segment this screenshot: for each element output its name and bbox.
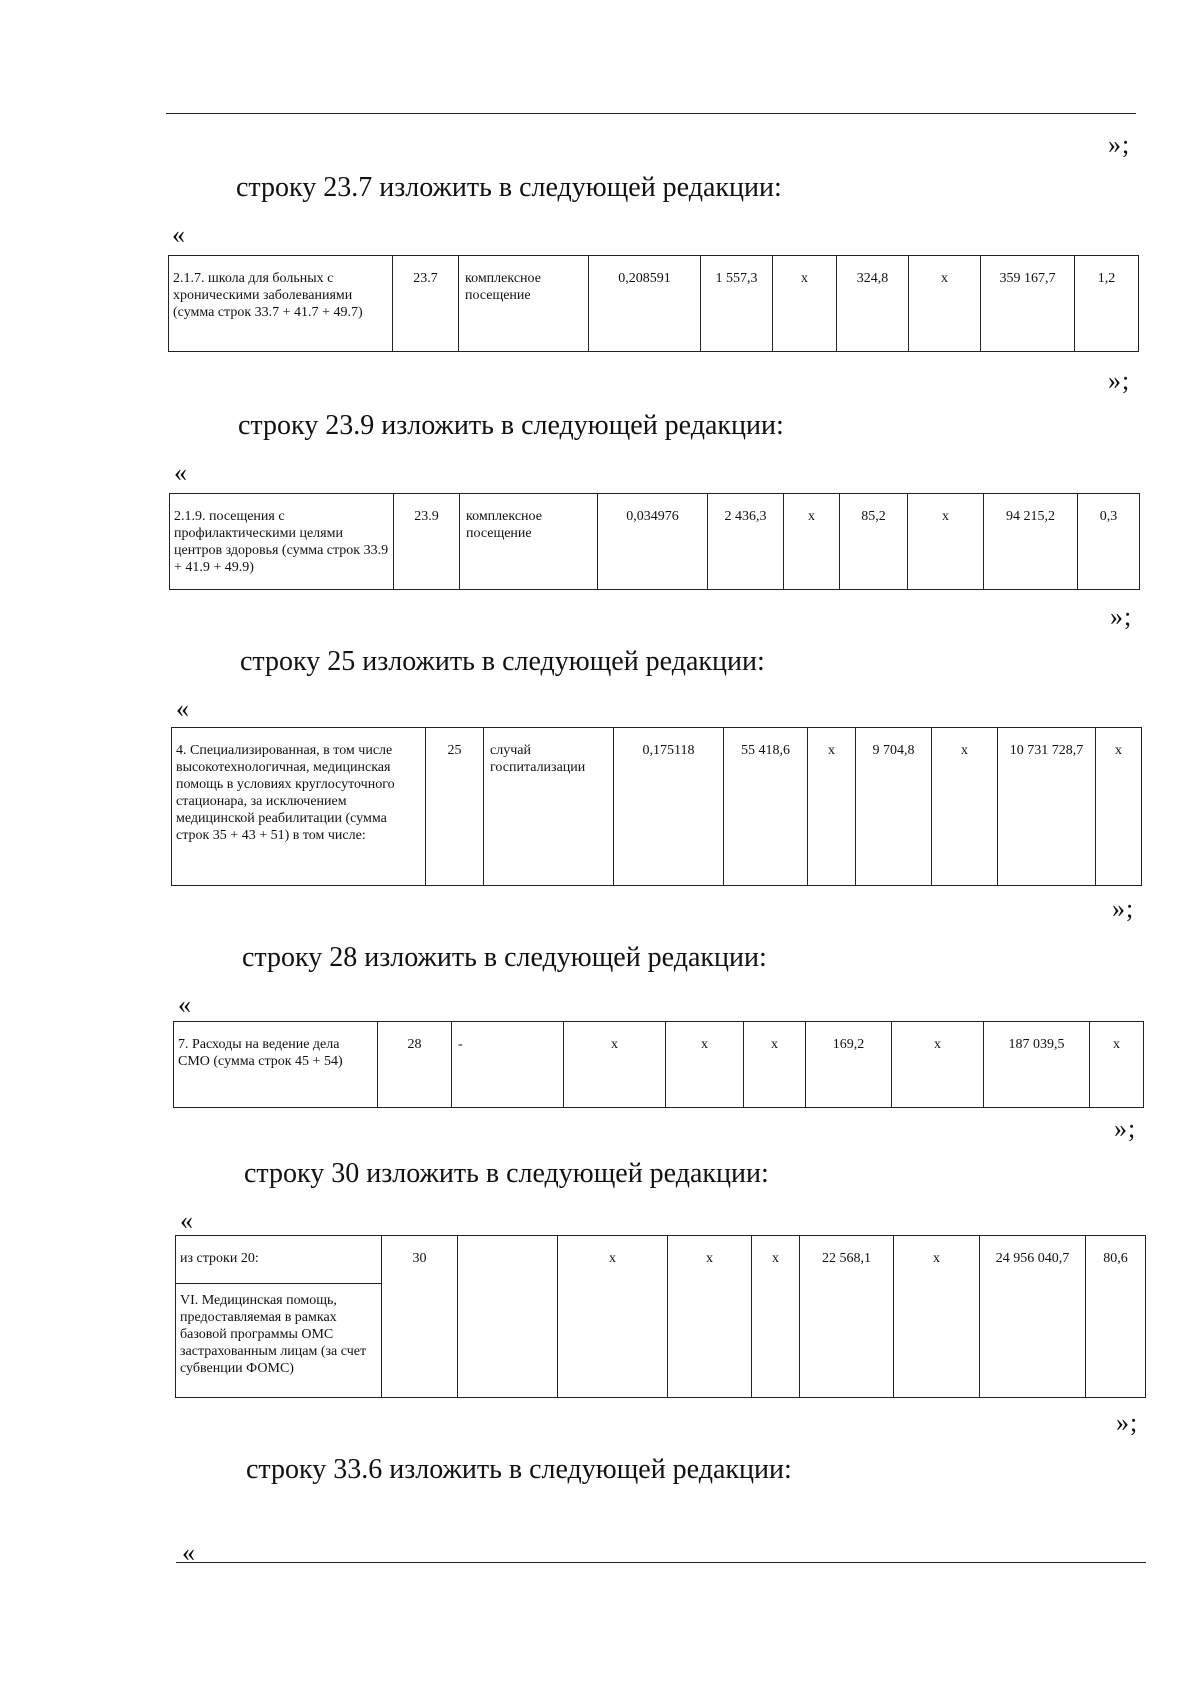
- section-heading-28: строку 28 изложить в следующей редакции:: [242, 942, 767, 973]
- value-cell: х: [808, 728, 856, 886]
- value-cell: х: [908, 494, 984, 590]
- value-cell: х: [1096, 728, 1142, 886]
- line-number: 23.7: [393, 256, 459, 352]
- line-number: 25: [426, 728, 484, 886]
- value-cell: 169,2: [806, 1022, 892, 1108]
- unit-cell: случай госпитализации: [484, 728, 614, 886]
- value-cell: 324,8: [837, 256, 909, 352]
- value-cell: х: [666, 1022, 744, 1108]
- value-cell: 1,2: [1075, 256, 1139, 352]
- section-heading-30: строку 30 изложить в следующей редакции:: [244, 1158, 769, 1189]
- closing-quote: »;: [1108, 130, 1131, 159]
- line-number: 28: [378, 1022, 452, 1108]
- value-cell: 0,208591: [589, 256, 701, 352]
- value-cell: 2 436,3: [708, 494, 784, 590]
- unit-cell: комплексное посещение: [460, 494, 598, 590]
- closing-quote: »;: [1114, 1114, 1137, 1143]
- table-row-30: [175, 1235, 1146, 1398]
- table-row-23-9: [169, 493, 1140, 590]
- value-cell: 1 557,3: [701, 256, 773, 352]
- unit-cell: [458, 1236, 558, 1398]
- top-rule: [166, 113, 1136, 114]
- row-description: 7. Расходы на ведение дела СМО (сумма строк 45 + 54): [174, 1022, 378, 1108]
- value-cell: х: [668, 1236, 752, 1398]
- section-heading-23-7: строку 23.7 изложить в следующей редакции:: [236, 172, 782, 203]
- row-description: 2.1.9. посещения с профилактическими целями центров здоровья (сумма строк 33.9 + 41.9 + 49.9): [170, 494, 394, 590]
- row-description: 2.1.7. школа для больных с хроническими заболеваниями (сумма строк 33.7 + 41.7 + 49.7): [169, 256, 393, 352]
- value-cell: х: [932, 728, 998, 886]
- table-row-25: [171, 727, 1142, 886]
- row-description-top: из строки 20:: [176, 1236, 382, 1284]
- value-cell: х: [1090, 1022, 1144, 1108]
- value-cell: 10 731 728,7: [998, 728, 1096, 886]
- value-cell: 85,2: [840, 494, 908, 590]
- value-cell: 24 956 040,7: [980, 1236, 1086, 1398]
- value-cell: 0,175118: [614, 728, 724, 886]
- value-cell: 22 568,1: [800, 1236, 894, 1398]
- value-cell: 187 039,5: [984, 1022, 1090, 1108]
- value-cell: х: [744, 1022, 806, 1108]
- value-cell: 9 704,8: [856, 728, 932, 886]
- section-heading-25: строку 25 изложить в следующей редакции:: [240, 646, 765, 677]
- value-cell: х: [773, 256, 837, 352]
- line-number: 30: [382, 1236, 458, 1398]
- line-number: 23.9: [394, 494, 460, 590]
- value-cell: 80,6: [1086, 1236, 1146, 1398]
- closing-quote: »;: [1116, 1408, 1139, 1437]
- value-cell: х: [894, 1236, 980, 1398]
- row-description: VI. Медицинская помощь, предоставляемая в рамках базовой программы ОМС застрахованным лицам (за счет субвенции ФОМС): [176, 1284, 382, 1398]
- opening-quote: «: [174, 458, 187, 487]
- value-cell: х: [909, 256, 981, 352]
- closing-quote: »;: [1108, 366, 1131, 395]
- value-cell: х: [892, 1022, 984, 1108]
- value-cell: х: [564, 1022, 666, 1108]
- value-cell: 55 418,6: [724, 728, 808, 886]
- closing-quote: »;: [1110, 602, 1133, 631]
- value-cell: х: [784, 494, 840, 590]
- row-description: 4. Специализированная, в том числе высокотехнологичная, медицинская помощь в условиях круглосуточного стационара, за исключением медицинской реабилитации (сумма строк 35 + 43 + 51) в том числе:: [172, 728, 426, 886]
- unit-cell: -: [452, 1022, 564, 1108]
- closing-quote: »;: [1112, 894, 1135, 923]
- bottom-rule: [176, 1562, 1146, 1563]
- value-cell: 0,034976: [598, 494, 708, 590]
- unit-cell: комплексное посещение: [459, 256, 589, 352]
- value-cell: 0,3: [1078, 494, 1140, 590]
- section-heading-23-9: строку 23.9 изложить в следующей редакции:: [238, 410, 784, 441]
- opening-quote: «: [182, 1538, 195, 1567]
- opening-quote: «: [172, 220, 185, 249]
- opening-quote: «: [178, 990, 191, 1019]
- table-row-23-7: [168, 255, 1139, 352]
- value-cell: 94 215,2: [984, 494, 1078, 590]
- opening-quote: «: [180, 1206, 193, 1235]
- section-heading-33-6: строку 33.6 изложить в следующей редакции:: [246, 1454, 792, 1485]
- table-row-28: [173, 1021, 1144, 1108]
- value-cell: х: [558, 1236, 668, 1398]
- opening-quote: «: [176, 694, 189, 723]
- value-cell: х: [752, 1236, 800, 1398]
- value-cell: 359 167,7: [981, 256, 1075, 352]
